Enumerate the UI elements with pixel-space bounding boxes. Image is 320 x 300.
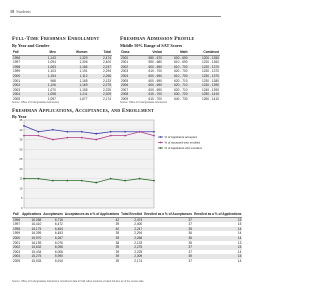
table-cell: 37 [188,222,193,227]
enrollment-title: Full-Time Freshman Enrollment [12,36,100,42]
sat-table [120,50,220,102]
table-cell: 1220 - 1370 [189,65,220,70]
y-tick-label: 20 [19,166,23,171]
y-tick-label: 35 [19,137,23,142]
table-cell: 1,103 [47,69,56,74]
table-cell: 2004 [13,254,21,259]
table-cell: 2009 [121,96,129,101]
column-header: Verbal [137,50,163,55]
legend-label: % of Applicants who enrolled [164,146,202,150]
table-cell: 2,225 [134,249,143,254]
table-cell: 16,410 [31,222,42,227]
page-number: 18 [10,9,15,14]
table-cell: 620 - 700 [174,69,188,74]
table-cell: 1,155 [79,87,88,92]
table-cell: 6,716 [42,217,64,222]
table-cell: 2,174 [134,258,143,263]
table-cell: 1,165 [79,78,88,83]
table-cell: 2,400 [103,60,111,65]
table-cell: 968 [50,78,56,83]
table-cell: 15,033 [31,258,42,263]
data-point [95,133,97,135]
data-point [124,180,126,182]
table-cell: 2,133 [134,240,143,245]
table-cell: 630 - 720 [163,92,189,97]
table-cell: 16,399 [31,231,42,236]
table-cell: 2,266 [120,236,143,241]
applications-source: Source: Office of Undergraduate Admissions. Enrollment data for Fall reflect students enrolled full-time as of the census date. [12,280,145,283]
table-cell: 620 - 710 [163,83,189,88]
table-cell: 1,098 [33,92,56,97]
table-cell: 610 - 690 [174,60,188,65]
data-point [124,135,126,137]
table-cell: 2,133 [103,78,111,83]
table-cell: 6,076 [54,240,63,245]
data-point [139,178,141,180]
table-cell: 13 [237,240,242,245]
table-cell: 2001 [13,78,21,83]
data-point [110,178,112,180]
column-header: Acceptances [43,212,63,216]
table-cell: 2003 [13,249,21,254]
table-cell: 1200 - 1350 [189,55,220,60]
table-cell: 35 [143,227,193,232]
data-point [52,129,54,131]
data-point [110,131,112,133]
data-point [66,131,68,133]
table-cell: 600 - 690 [163,55,189,60]
y-tick-label: 25 [19,157,23,162]
table-cell: 1230 - 1390 [189,83,220,88]
sat-source: Source: Office of Undergraduate Admissions [120,101,168,104]
table-cell: 15,275 [21,254,42,259]
table-cell: 610 - 700 [163,74,189,79]
column-header: Class [120,50,137,55]
table-cell: 2001 [121,60,129,65]
data-point [81,137,83,139]
data-point [23,135,25,137]
table-cell: 15 [193,217,242,222]
table-cell: 5,990 [42,254,64,259]
table-cell: 16,159 [31,240,42,245]
table-cell: 6,472 [54,222,63,227]
table-cell: 600 - 690 [137,65,163,70]
table-cell: 2,266 [88,74,112,79]
table-cell: 2005 [13,96,21,101]
data-point [23,178,25,180]
table-cell: 39 [64,245,120,250]
table-cell: 38 [115,240,120,245]
table-cell: 600 - 690 [148,87,162,92]
data-point [95,139,97,141]
table-cell: 1220 - 1360 [201,60,219,65]
table-cell: 36 [188,231,193,236]
table-cell: 39 [115,222,120,227]
table-cell: 2008 [120,92,137,97]
column-header: Acceptances as a % of Applications [64,212,120,216]
table-cell: 1998 [13,226,21,231]
table-cell: 2005 [13,258,21,263]
table-cell: 1250 - 1410 [189,92,220,97]
table-cell: 2000 [12,74,33,79]
table-cell: 6,453 [54,231,63,236]
table-cell: 2,309 [120,254,143,259]
table-cell: 2002 [12,83,33,88]
legend-marker [160,136,162,138]
table-cell: 14 [193,236,242,241]
table-cell: 2001 [13,240,21,245]
table-cell: 2,275 [120,245,143,250]
section-name: Students [16,9,31,14]
table-cell: 2004 [12,92,33,97]
table-cell: 1,329 [57,55,89,60]
table-cell: 40 [64,227,120,232]
column-header: Women [57,50,89,55]
data-point [124,131,126,133]
table-cell: 2003 [121,69,129,74]
table-cell: 37 [143,245,193,250]
table-cell: 15,434 [31,249,42,254]
table-cell: 37 [143,217,193,222]
table-cell: 1230 - 1380 [201,78,219,83]
data-point [95,182,97,184]
table-cell: 640 - 730 [174,96,188,101]
table-cell: 2,309 [88,92,112,97]
column-header: Enrolled as a % of Acceptances [144,212,193,216]
table-cell: 15,970 [21,236,42,241]
table-cell: 2002 [13,245,21,250]
table-cell: 14 [237,249,242,254]
table-cell: 1,106 [33,83,56,88]
table-cell: 1260 - 1410 [201,96,219,101]
table-cell: 610 - 700 [163,65,189,70]
table-cell: 590 - 680 [148,60,162,65]
table-cell: 36 [143,236,193,241]
table-cell: 610 - 700 [148,69,162,74]
table-cell: 1,677 [79,96,88,101]
table-cell: 1,143 [33,55,56,60]
data-point [153,135,155,137]
enrollment-subtitle: By Year and Gender [12,43,50,48]
column-header: Total [88,50,112,55]
data-point [38,178,40,180]
column-header: Applications [22,212,42,216]
table-header-row [12,213,242,217]
table-row [12,259,242,264]
applications-subtitle: By Year [12,114,27,119]
table-cell: 1,184 [57,65,89,70]
sat-subtitle: Middle 50% Range of SAT Scores [120,43,183,48]
table-cell: 6,454 [42,227,64,232]
table-cell: 2,174 [103,96,111,101]
data-point [66,137,68,139]
table-cell: 2003 [13,87,21,92]
table-cell: 620 - 710 [174,78,188,83]
data-point [38,131,40,133]
table-cell: 6,096 [42,245,64,250]
data-point [38,135,40,137]
table-cell: 600 - 690 [137,74,163,79]
y-tick-label: 0 [20,206,23,210]
table-cell: 1,070 [47,87,56,92]
column-header: Fall [12,213,21,217]
table-cell: 37 [188,258,193,263]
table-cell: 37 [188,249,193,254]
table-cell: 2,474 [120,217,143,222]
table-cell: 6,006 [54,249,63,254]
table-cell: 2005 [121,78,129,83]
table-cell: 39 [64,236,120,241]
table-cell: 1,112 [57,74,89,79]
table-cell: 610 - 700 [137,92,163,97]
legend-label: % of Applicants accepted [164,135,197,139]
enrollment-source: Source: Office of Undergraduate Admissions [12,101,60,104]
table-cell: 2,294 [134,231,143,236]
data-point [139,131,141,133]
header-rule [10,16,221,17]
table-cell: 14 [237,231,242,236]
applications-line-chart [14,117,218,211]
table-cell: 2007 [121,87,129,92]
legend-marker [160,147,162,149]
table-cell: 39 [143,254,193,259]
data-point [81,180,83,182]
table-cell: 1999 [13,231,21,236]
table-cell: 1996 [13,217,21,222]
table-cell: 35 [188,240,193,245]
table-cell: 1998 [12,65,33,70]
table-cell: 2006 [120,83,137,88]
table-cell: 1,057 [47,96,56,101]
legend-marker [160,142,162,144]
page-header [10,9,31,14]
y-tick-label: 10 [19,186,23,191]
applications-title: Freshman Applications, Acceptances, and Enrollment [12,108,154,114]
column-header: Enrolled as a % of Applications [194,212,242,216]
table-cell: 5,910 [54,258,63,263]
table-cell: 2000 [13,235,21,240]
table-cell: 42 [64,217,120,222]
data-point [23,125,25,127]
column-header: Fall [12,50,33,55]
table-cell: 1996 [12,55,33,60]
table-cell: 2,294 [103,69,111,74]
table-cell: 14 [237,258,242,263]
table-cell: 600 - 690 [148,78,162,83]
data-point [81,131,83,133]
column-header: Combined [189,50,220,55]
table-cell: 1240 - 1390 [201,87,219,92]
table-cell: 1999 [13,69,21,74]
table-cell: 39 [115,258,120,263]
applications-table [12,213,242,264]
y-tick-label: 40 [19,127,23,132]
table-cell: 15 [237,222,242,227]
sat-title: Freshman Admission Profile [120,36,195,42]
y-tick-label: 5 [20,196,23,201]
table-cell: 1,191 [79,69,88,74]
table-cell: 1230 - 1370 [201,69,219,74]
table-cell: 15 [193,254,242,259]
table-cell: 2002 [120,65,137,70]
table-cell: 15,632 [21,245,42,250]
table-cell: 2004 [120,74,137,79]
table-cell: 16,175 [21,227,42,232]
data-point [52,139,54,141]
column-header: Total Enrolled [121,212,143,216]
data-point [52,180,54,182]
table-cell: 2000 [120,55,137,60]
data-point [153,180,155,182]
data-point [66,180,68,182]
table-cell: 1230 - 1370 [189,74,220,79]
legend-label: % of accepted who enrolled [164,140,201,145]
table-cell: 1,169 [57,83,89,88]
table-cell: 2,275 [88,83,112,88]
table-cell: 14 [193,227,242,232]
data-point [153,131,155,133]
table-cell: 600 - 690 [137,83,163,88]
enrollment-table [12,50,112,102]
table-cell: 1,094 [47,60,56,65]
table-cell: 16,058 [21,217,42,222]
table-cell: 2,247 [88,65,112,70]
table-cell: 2,225 [103,87,111,92]
y-tick-label: 15 [19,176,23,181]
table-cell: 39 [115,231,120,236]
table-cell: 580 - 670 [137,55,163,60]
table-cell: 2,247 [120,227,143,232]
table-cell: 1997 [13,60,21,65]
table-cell: 15 [193,245,242,250]
table-cell: 1997 [13,222,21,227]
table-cell: 2,400 [134,222,143,227]
column-header: Math [163,50,189,55]
table-cell: 1,211 [57,92,89,97]
table-cell: 1,306 [79,60,88,65]
data-point [110,135,112,137]
y-tick-label: 30 [19,147,23,152]
column-header: Men [33,50,56,55]
table-cell: 39 [115,249,120,254]
table-cell: 1,154 [33,74,56,79]
table-cell: 39 [64,254,120,259]
table-cell: 6,267 [42,236,64,241]
table-cell: 2,474 [88,55,112,60]
table-cell: 1,063 [33,65,56,70]
table-cell: 620 - 710 [174,87,188,92]
table-cell: 610 - 700 [148,96,162,101]
y-tick-label: 45 [19,118,23,122]
